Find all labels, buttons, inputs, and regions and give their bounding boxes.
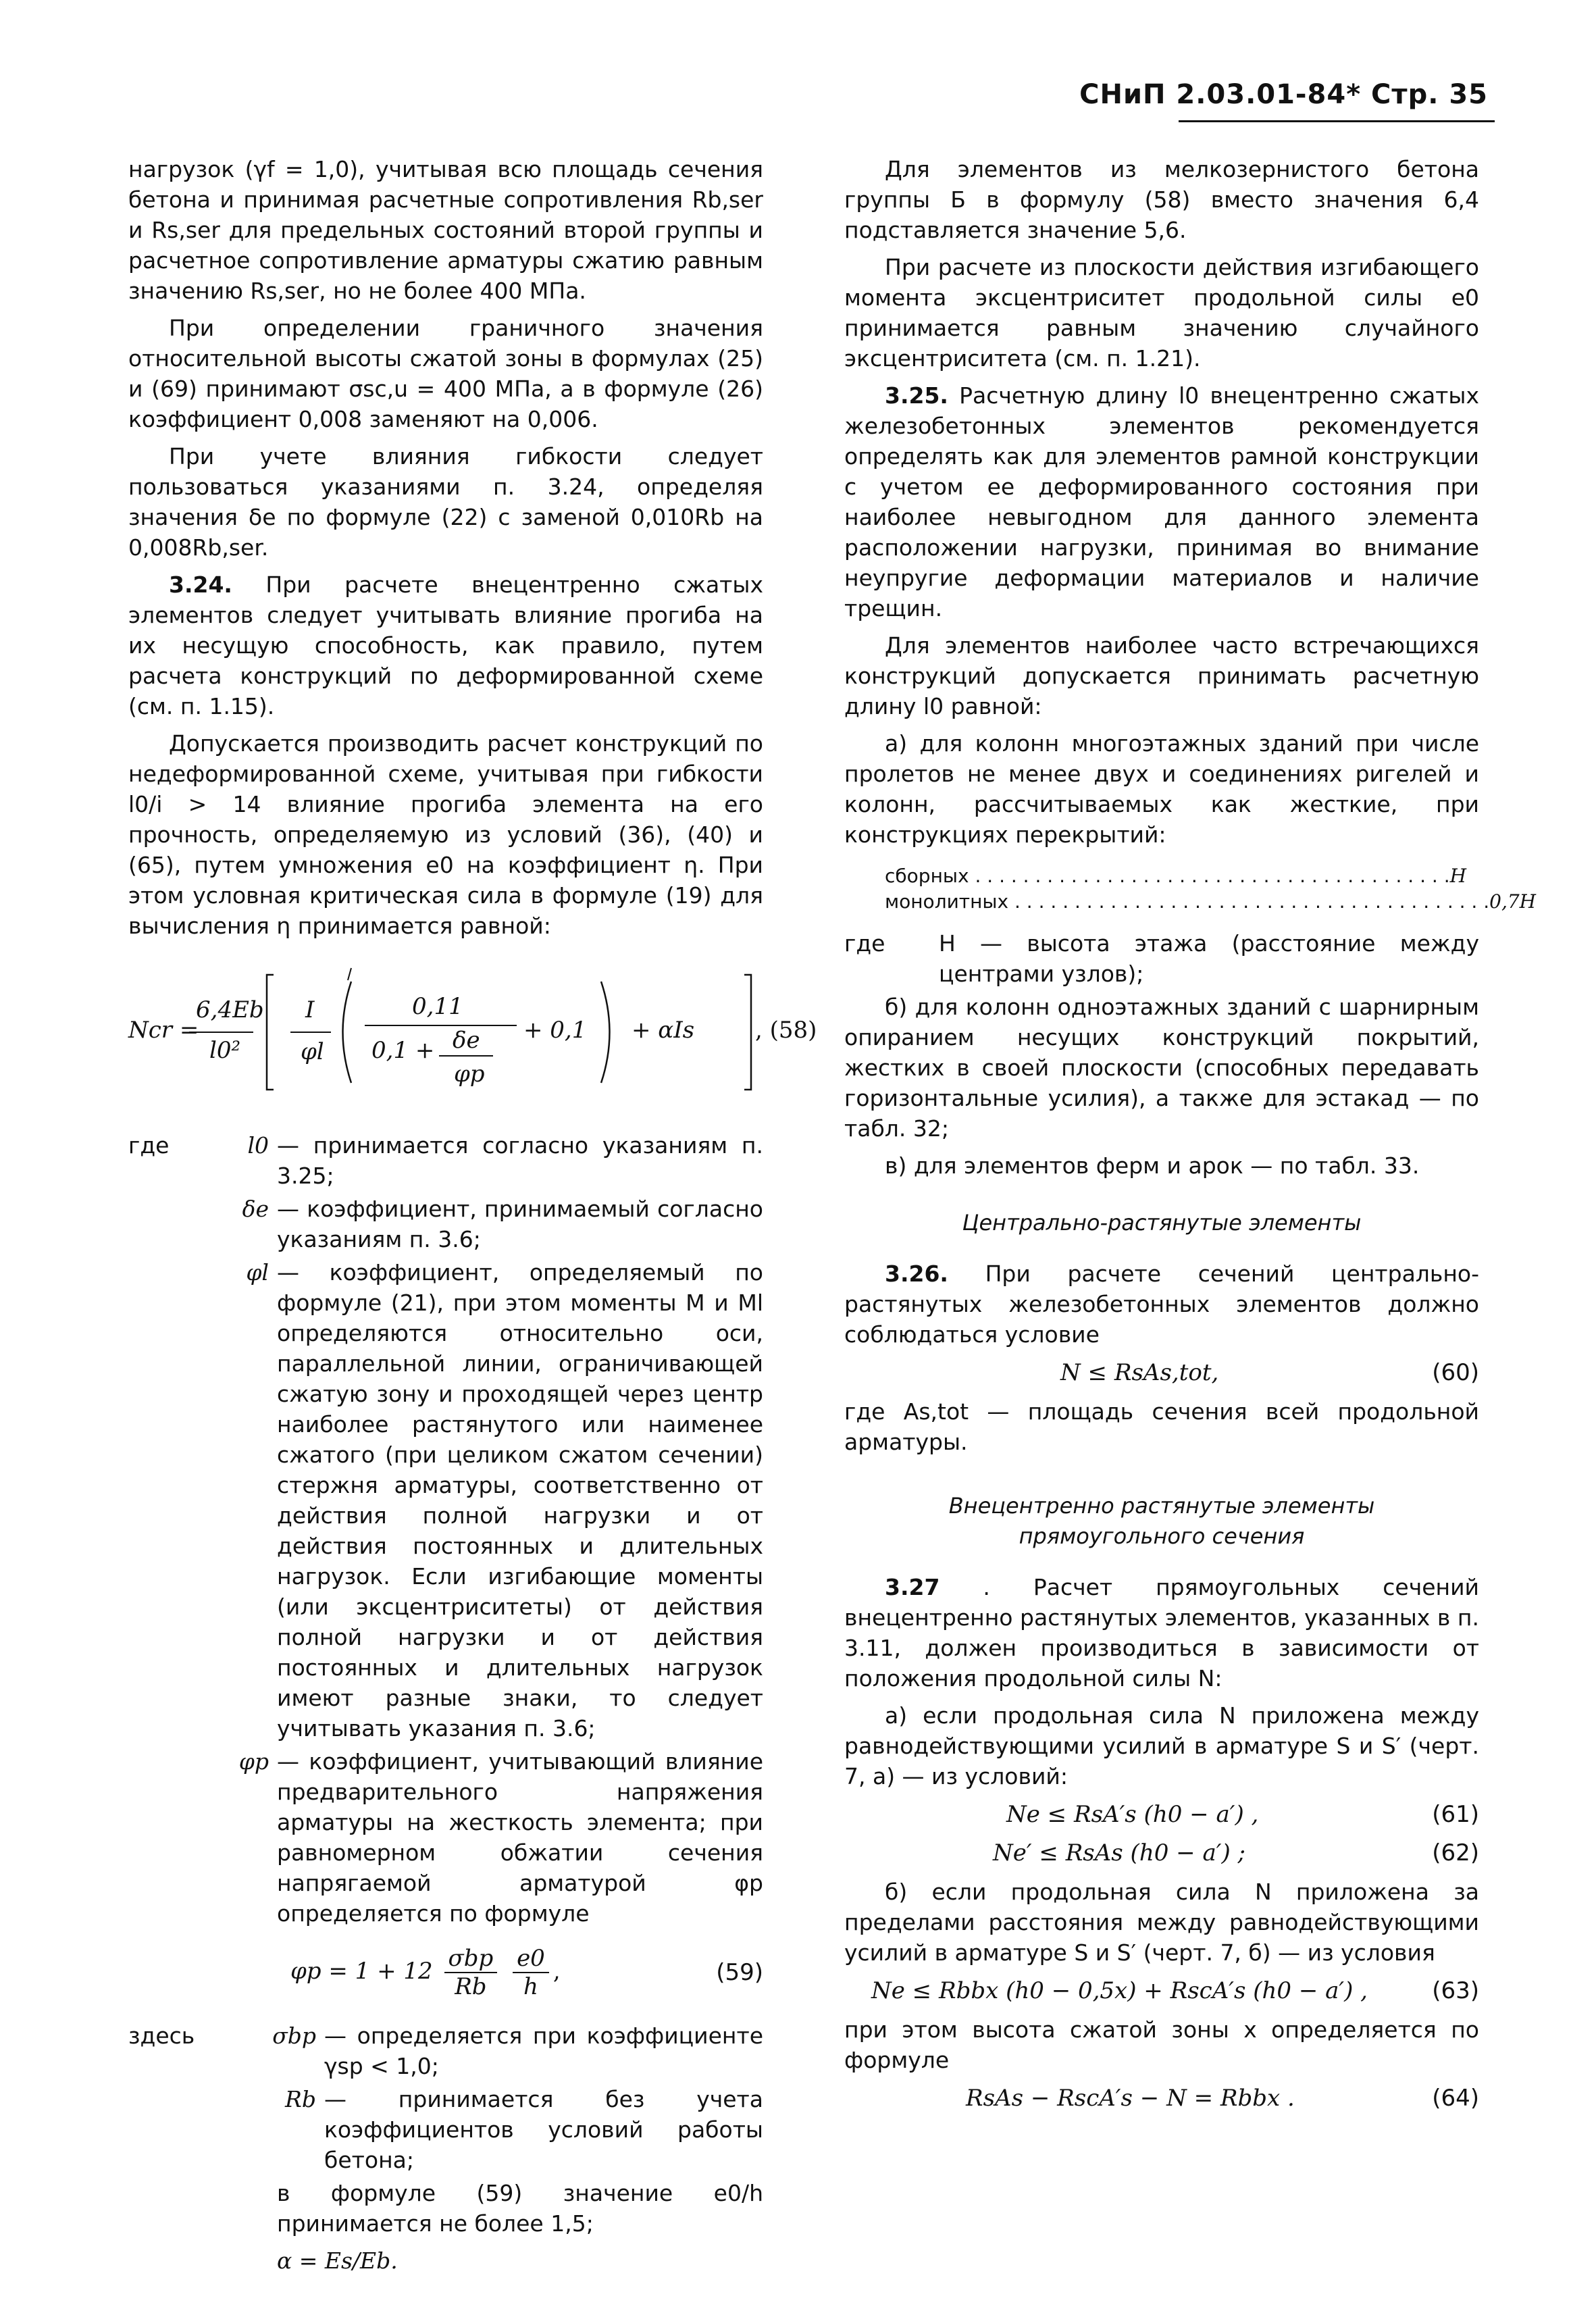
paragraph-text: При расчете сечений центрально-растянутых железобетонных элементов должно соблюдаться условие [844, 1261, 1479, 1348]
paragraph: Допускается производить расчет конструкций по недеформированной схеме, учитывая при гибкости l0/i > 14 влияние прогиба элемента на его прочность, определяемую из условий (36), (40) и (65), путем умножения e0 на коэффициент η. При этом условная критическая сила в формуле (19) для вычисления η принимается равной: [128, 730, 763, 939]
formula-58-i-den: φl [301, 1038, 324, 1065]
paragraph-text: . Расчет прямоугольных сечений внецентренно растянутых элементов, указанных в п. 3.11, должен производиться в зависимости от положения продольной силы N: [844, 1574, 1479, 1692]
paragraph-text: При расчете внецентренно сжатых элементов следует учитывать влияние прогиба на их несущую способность, как правило, путем расчета конструкций по деформированной схеме (см. п. 1.15). [128, 571, 763, 719]
formula-59-lhs: φp = 1 + 12 [290, 1958, 433, 1985]
formula-number: (61) [1432, 1801, 1479, 1828]
definitions-list-2 [128, 2020, 763, 2178]
def-symbol: δe [242, 1196, 269, 1222]
paragraph: а) если продольная сила N приложена между равнодействующими усилий в арматуре S и S′ (черт. 7, а) — из условий: [844, 1702, 1479, 1789]
formula-58-i-num: I [305, 996, 315, 1023]
denominator: Rb [455, 1973, 487, 2000]
table-label: монолитных [885, 890, 1009, 913]
formula-number: (60) [1432, 1359, 1479, 1386]
paragraph: При учете влияния гибкости следует пользоваться указаниями п. 3.24, определяя значения δe по формуле (22) с заменой 0,010Rb на 0,008Rb,ser. [128, 443, 763, 561]
formula-60 [844, 1358, 1479, 1388]
paragraph: при этом высота сжатой зоны x определяется по формуле [844, 2016, 1479, 2073]
formula-58-number: , (58) [755, 1017, 817, 1044]
formula-number: (63) [1432, 1977, 1479, 2004]
paragraph-3-25 [844, 380, 1479, 624]
formula-expression: Ne ≤ RsA′s (h0 − a′) , [1006, 1801, 1259, 1828]
paragraph-3-24 [128, 569, 763, 721]
paragraph: а) для колонн многоэтажных зданий при числе пролетов не менее двух и соединениях ригелей и колонн, рассчитываемых как жесткие, при конструкциях перекрытий: [844, 730, 1479, 848]
paragraph: При расчете из плоскости действия изгибающего момента эксцентриситет продольной силы e0 принимается равным значению случайного эксцентриситета (см. п. 1.21). [844, 254, 1479, 372]
formula-58-coef-num: 6,4Eb [196, 996, 264, 1023]
right-column [844, 154, 1537, 2122]
paragraph: в) для элементов ферм и арок — по табл. 33. [885, 1152, 1420, 1179]
paragraph-3-27 [844, 1572, 1479, 1694]
definitions-list [128, 1130, 763, 1931]
table-value: 0,7H [1489, 890, 1537, 913]
formula-58-c01: 0,1 + [371, 1037, 435, 1064]
def-symbol: Rb [285, 2086, 316, 2112]
def-text: — коэффициент, определяемый по формуле (21), при этом моменты M и Ml определяются относительно оси, параллельной линии, ограничивающей сжатую зону и проходящей через центр наиболее растянутого или наименее сжатого (при целиком сжатом сечении) стержня арматуры, соответственно от действия полной нагрузки и от действия постоянных и длительных нагрузок. Если изгибающие моменты (или эксцентриситеты) от действия полной нагрузки и от действия постоянных и длительных нагрузок имеют разные знаки, то следует учитывать указания п. 3.6; [277, 1259, 763, 1742]
fraction [444, 1945, 498, 2000]
paragraph-3-26 [844, 1259, 1479, 1350]
table-value: H [1449, 865, 1467, 887]
paragraph: При определении граничного значения относительной высоты сжатой зоны в формулах (25) и (69) принимают σsc,u = 400 МПа, а в формуле (26) коэффициент 0,008 заменяют на 0,006. [128, 315, 763, 432]
formula-64 [844, 2083, 1479, 2114]
formula-62 [844, 1838, 1479, 1869]
clause-number: 3.24. [169, 571, 232, 598]
header-rule [1179, 120, 1495, 122]
where-label: где [128, 1132, 170, 1159]
formula-58-lhs: Ncr = [128, 1017, 199, 1044]
formula-58-c011: 0,11 [412, 993, 463, 1020]
def-text: — принимается без учета коэффициентов условий работы бетона; [324, 2086, 763, 2173]
clause-number: 3.26. [885, 1261, 948, 1287]
def-symbol: l0 [247, 1132, 269, 1159]
dot-leader: . . . . . . . . . . . . . . . . . . . . . . . . . . . . . . . . . . . . . . . . [969, 865, 1450, 887]
section-heading: Центрально-растянутые элементы [962, 1210, 1362, 1236]
paragraph: Для элементов из мелкозернистого бетона группы Б в формулу (58) вместо значения 6,4 подставляется значение 5,6. [844, 156, 1479, 243]
def-text: — определяется при коэффициенте γsp < 1,0; [324, 2023, 763, 2079]
table-row [885, 889, 1537, 915]
clause-number: 3.27 [885, 1574, 940, 1600]
left-column [128, 154, 817, 2283]
def-text: — коэффициент, учитывающий влияние предварительного напряжения арматуры на жесткость элемента; при равномерном обжатии сечения напрягаемой арматурой φp определяется по формуле [277, 1748, 763, 1927]
paragraph: где As,tot — площадь сечения всей продольной арматуры. [844, 1398, 1479, 1455]
here-label: здесь [128, 2023, 195, 2049]
table-label: сборных [885, 865, 969, 887]
length-table [885, 863, 1537, 915]
paragraph: б) если продольная сила N приложена за пределами расстояния между равнодействующими усилий в арматуре S и S′ (черт. 7, б) — из условия [844, 1879, 1479, 1966]
paragraph: б) для колонн одноэтажных зданий с шарнирным опиранием несущих конструкций покрытий, жестких в своей плоскости (способных передавать горизонтальные усилия), а также для эстакад — по табл. 32; [844, 994, 1479, 1142]
formula-expression: Ne ≤ Rbbx (h0 − 0,5x) + RscA′s (h0 − a′) , [871, 1977, 1368, 2004]
formula-58-de: δe [453, 1027, 480, 1054]
def-symbol: φp [238, 1748, 269, 1775]
formula-61 [844, 1800, 1479, 1830]
paragraph: нагрузок (γf = 1,0), учитывая всю площадь сечения бетона и принимая расчетные сопротивления Rb,ser и Rs,ser для предельных состояний второй группы и расчетное сопротивление арматуры сжатию равным значению Rs,ser, но не более 400 МПа. [128, 156, 763, 304]
formula-expression: Ne′ ≤ RsAs (h0 − a′) ; [993, 1839, 1245, 1866]
numerator: e0 [513, 1945, 549, 1973]
heading-line: прямоугольного сечения [1019, 1523, 1305, 1549]
def-symbol: φl [246, 1259, 269, 1286]
formula-58 [128, 961, 817, 1103]
paragraph: в формуле (59) значение e0/h принимается не более 1,5; [277, 2180, 763, 2237]
formula-58-plus01: + 0,1 [523, 1017, 587, 1044]
paragraph: α = Es/Eb. [277, 2247, 398, 2274]
clause-number: 3.25. [885, 382, 948, 409]
paragraph: Для элементов наиболее часто встречающихся конструкций допускается принимать расчетную длину l0 равной: [844, 632, 1479, 719]
h-definition [844, 928, 1479, 992]
formula-59-number: (59) [716, 1958, 763, 1986]
def-text: — коэффициент, принимаемый согласно указаниям п. 3.6; [277, 1196, 763, 1252]
formula-58-coef-den: l0² [209, 1037, 241, 1064]
page-header: СНиП 2.03.01-84* Стр. 35 [1079, 79, 1488, 110]
def-text: — принимается согласно указаниям п. 3.25; [277, 1132, 763, 1189]
def-text: H — высота этажа (расстояние между центрами узлов); [939, 930, 1479, 987]
formula-number: (62) [1432, 1839, 1479, 1866]
table-row [885, 863, 1467, 889]
formula-58-alpha: + αIs [632, 1017, 695, 1044]
paragraph-text: Расчетную длину l0 внецентренно сжатых железобетонных элементов рекомендуется определять как для элементов рамной конструкции с учетом ее деформированного состояния при наиболее невыгодном для данного элемента расположении нагрузки, принимая во внимание неупругие деформации материалов и наличие трещин. [844, 382, 1479, 621]
section-heading [844, 1491, 1479, 1552]
formula-58-phip: φp [454, 1061, 485, 1088]
dot-leader: . . . . . . . . . . . . . . . . . . . . . . . . . . . . . . . . . . . . . . . . [1008, 890, 1490, 913]
numerator: σbp [444, 1945, 498, 1973]
formula-number: (64) [1432, 2085, 1479, 2112]
denominator: h [523, 1973, 538, 2000]
def-symbol: σbp [272, 2023, 316, 2049]
heading-line: Внецентренно растянутые элементы [948, 1493, 1375, 1519]
formula-expression: N ≤ RsAs,tot, [1060, 1359, 1219, 1386]
fraction [513, 1945, 549, 2000]
formula-59: φp = 1 + 12 $\frac{\text{σbp}}{Rb}$ $\frac{e0}{h}$ , (59) [290, 1945, 763, 2000]
formula-63 [844, 1976, 1479, 2006]
formula-expression: RsAs − RscA′s − N = Rbbx . [966, 2085, 1295, 2112]
where-label: где [844, 930, 885, 957]
